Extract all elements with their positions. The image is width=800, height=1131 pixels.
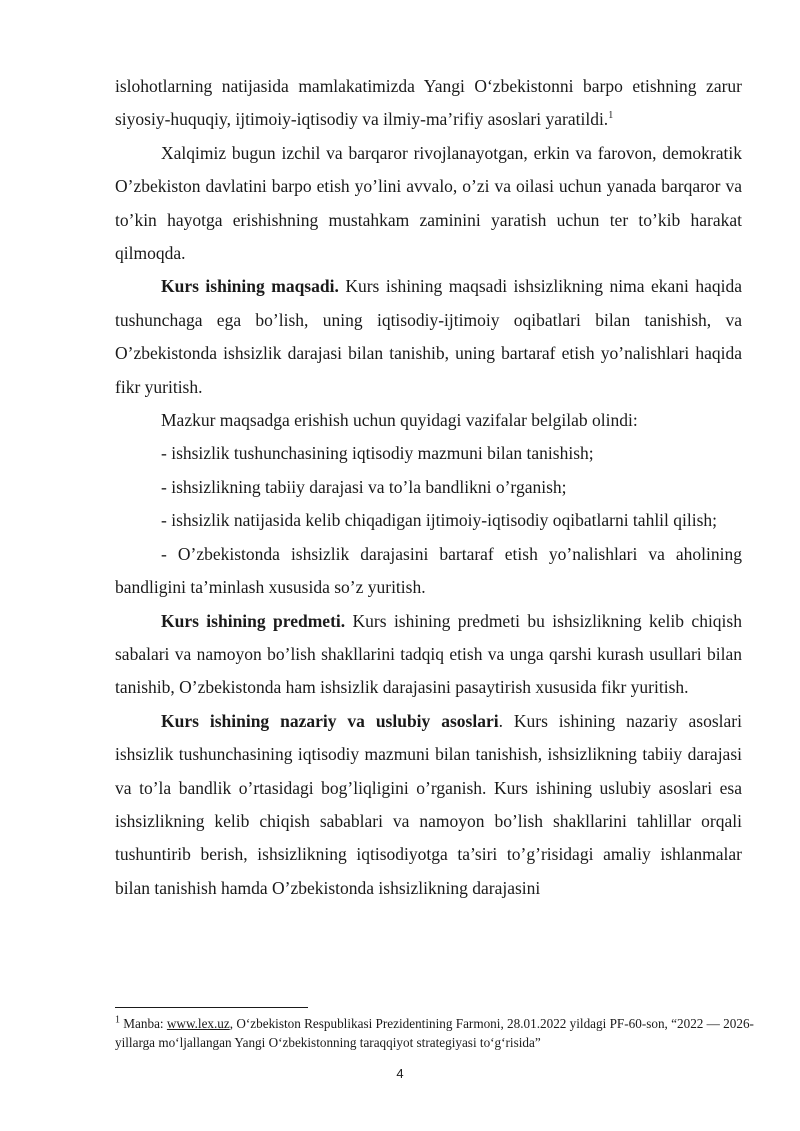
footnote-separator (115, 1007, 308, 1008)
footnote-marker: 1 (115, 1014, 120, 1026)
heading-predmet: Kurs ishining predmeti. (161, 610, 346, 631)
footnote: $^1$ Manba: www.lex.uz, O‘zbekiston Respublikasi Prezidentining Farmoni, 28.01.2022 yildagi PF-60-son, “2022 — 2026-yillarga mo‘ljallangan Yangi O‘zbekistonning taraqqiyot strategiyasi to‘g‘risida” (115, 1014, 754, 1050)
paragraph-xalqimiz: Xalqimiz bugun izchil va barqaror rivojlanayotgan, erkin va farovon, demokratik O’zbekiston davlatini barpo etish yo’lini avvalo, o’zi va oilasi uchun yanada barqaror va to’kin hayotga erishishning mustahkam zaminini yaratish uchun ter to’kib harakat qilmoqda. (115, 142, 742, 264)
paragraph-intro: islohotlarning natijasida mamlakatimizda Yangi O‘zbekistonni barpo etishning zarur siyosiy-huquqiy, ijtimoiy-iqtisodiy va ilmiy-ma’rifiy asoslari yaratildi.$^1$ (115, 76, 742, 130)
paragraph-predmet: Kurs ishining predmeti. Kurs ishining predmeti bu ishsizlikning kelib chiqish sabalari va namoyon bo’lish shakllarini tadqiq etish va unga qarshi kurash usullari bilan tanishib, O’zbekistonda ham ishsizlik darajasini pasaytirish xususida fikr yuritish. (115, 610, 742, 698)
paragraph-vazifalar-intro: Mazkur maqsadga erishish uchun quyidagi vazifalar belgilab olindi: (161, 410, 638, 431)
page-number: 4 (396, 1066, 404, 1081)
paragraph-asoslar: Kurs ishining nazariy va uslubiy asoslari. Kurs ishining nazariy asoslari ishsizlik tushunchasining iqtisodiy mazmuni bilan tanishish, ishsizlikning tabiiy darajasi va to’la bandlik o’rtasidagi bog’liqligini o’rganish. Kurs ishining uslubiy asoslari esa ishsizlikning kelib chiqish sabablari va namoyon bo’lish shakllarini tahlillar orqali tushuntirib berish, ishsizlikning iqtisodiyotga ta’siri to’g’risidagi amaliy ishlanmalar bilan tanishish hamda O’zbekistonda ishsizlikning darajasini (115, 710, 742, 898)
footnote-link[interactable]: www.lex.uz (166, 1016, 230, 1031)
heading-maqsad: Kurs ishining maqsadi. (161, 276, 339, 297)
task-item: - ishsizlik natijasida kelib chiqadigan ijtimoiy-iqtisodiy oqibatlarni tahlil qilish; (161, 510, 718, 531)
body-text (115, 70, 742, 905)
task-item: - O’zbekistonda ishsizlik darajasini bartaraf etish yo’nalishlari va aholining bandligini ta’minlash xususida so’z yuritish. (115, 543, 742, 598)
task-item: - ishsizlik tushunchasining iqtisodiy mazmuni bilan tanishish; (161, 443, 594, 464)
paragraph-maqsad: Kurs ishining maqsadi. Kurs ishining maqsadi ishsizlikning nima ekani haqida tushunchaga ega bo’lish, uning iqtisodiy-ijtimoiy oqibatlari bilan tanishish, va O’zbekistonda ishsizlik darajasi bilan tanishib, uning bartaraf etish yo’nalishlari haqida fikr yuritish. (115, 276, 742, 397)
task-item: - ishsizlikning tabiiy darajasi va to’la bandlikni o’rganish; (161, 476, 567, 497)
footnote-reference[interactable]: 1 (608, 110, 614, 122)
heading-asoslar: Kurs ishining nazariy va uslubiy asoslari (161, 710, 499, 731)
